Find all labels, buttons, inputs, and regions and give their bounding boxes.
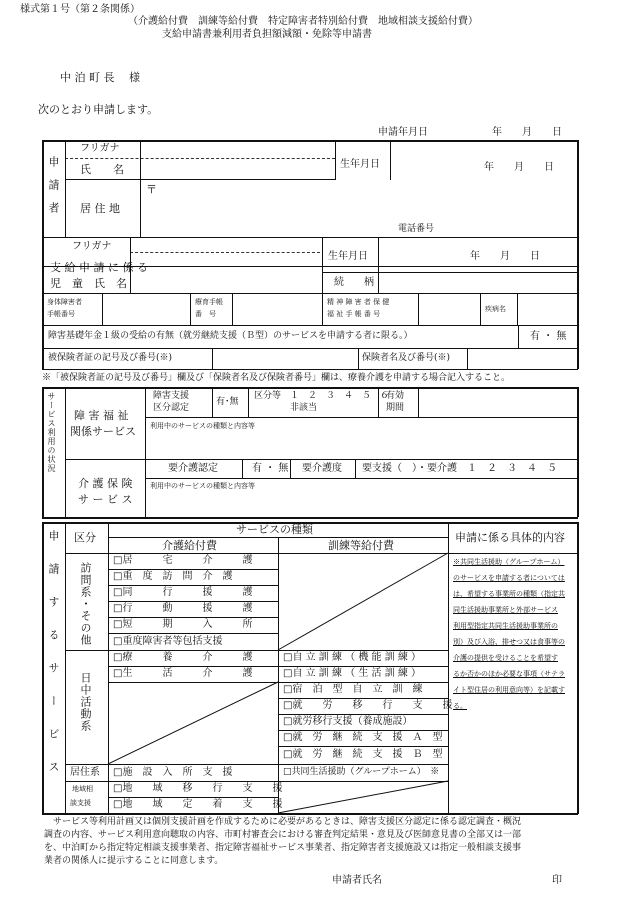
postal-mark: 〒 — [146, 183, 157, 196]
apply-date-ymd[interactable]: 年 月 日 — [492, 127, 562, 138]
mental-handbook-label-1: 精 神 障 害 者 保 健 — [327, 298, 390, 306]
form-number: 様式第１号（第２条関係） — [20, 4, 140, 15]
care-label-2: サ ー ビ ス — [78, 493, 133, 506]
usage-section-label: サービス利用の状況 — [47, 392, 56, 473]
support-grade[interactable]: 区分等 １ ２ ３ ４ ５ ６ — [254, 391, 390, 401]
live-group-label: 居住系 — [70, 767, 100, 778]
consent-line: 業者の関係人に提示することに同意します。 — [44, 856, 224, 866]
pension-value[interactable]: 有 ・ 無 — [530, 331, 567, 342]
child-birth-label: 生年月日 — [328, 251, 368, 262]
services-section-label: 申請するサービス — [47, 530, 60, 794]
physical-handbook-label-2: 手帳番号 — [47, 310, 75, 318]
applicant-birth-ymd[interactable]: 年 月 日 — [484, 162, 554, 173]
strike-local-kunren — [278, 781, 448, 813]
service-item[interactable]: □就 労 継 続 支 援 Ｂ 型 — [283, 749, 443, 760]
insurance-card-label: 被保険者証の記号及び番号(※) — [48, 353, 173, 363]
applicant-name-label: 氏 名 — [80, 163, 124, 176]
visit-group-label: 訪問系・その他 — [79, 562, 92, 646]
service-item[interactable]: □宿 泊 型 自 立 訓 練 — [283, 684, 423, 695]
disease-label: 疾病名 — [485, 305, 506, 313]
service-item[interactable]: □重度障害者等包括支援 — [113, 636, 223, 647]
addressee: 中 泊 町 長 様 — [60, 71, 140, 84]
service-item[interactable]: □同 行 援 護 — [113, 587, 253, 598]
detail-note-line: は、希望する事業所の種類（指定共 — [453, 590, 565, 598]
child-label-1: 支 給 申 請 に 係 る — [50, 261, 148, 274]
detail-header: 申請に係る具体的内容 — [455, 531, 565, 544]
child-furigana-label: フリガナ — [72, 241, 112, 252]
welfare-using-label: 利用中のサービスの種類と内容等 — [150, 422, 255, 430]
phone-label: 電話番号 — [398, 224, 435, 234]
child-label-2: 児 童 氏 名 — [50, 277, 127, 290]
service-item[interactable]: □居 宅 介 護 — [113, 555, 253, 566]
rehab-handbook-label-1: 療育手帳 — [195, 298, 223, 306]
detail-note-line: るか否かのほか必要な事項（サテラ — [453, 670, 565, 678]
applicant-furigana-label: フリガナ — [80, 143, 120, 154]
child-birth-ymd[interactable]: 年 月 日 — [470, 251, 540, 262]
local-group-label-2: 談支援 — [70, 799, 91, 807]
service-item[interactable]: □自 立 訓 練 （ 機 能 訓 練 ） — [283, 652, 422, 663]
consent-line: サービス等利用計画又は個別支援計画を作成するために必要があるときは、障害支援区分認定に係る認定調査・概況 — [44, 817, 522, 827]
kaigo-header: 介護給付費 — [162, 539, 217, 552]
service-kinds-header: サービスの種類 — [236, 523, 313, 536]
form-title-line2: 支給申請書兼利用者負担額減額・免除等申請書 — [162, 29, 372, 40]
detail-note-line: 利用型指定共同生活援助事業所の — [453, 622, 558, 630]
detail-note-line: ※共同生活援助（グループホーム） — [453, 558, 565, 566]
welfare-label-2: 関係サービス — [70, 425, 136, 438]
rehab-handbook-label-2: 番 号 — [195, 310, 216, 318]
service-item[interactable]: □就 労 継 続 支 援 Ａ 型 — [283, 732, 443, 743]
service-item[interactable]: □共同生活援助（グループホーム） ※ — [283, 767, 440, 777]
support-grade-none[interactable]: 非該当 — [290, 403, 318, 413]
consent-line: 調査の内容、サービス利用意向聴取の内容、市町村審査会における審査判定結果・意見及び医師意見書の全部又は一部 — [44, 830, 522, 840]
pension-text: 障害基礎年金１級の受給の有無（就労継続支援（Ｂ型）のサービスを申請する者に限る。） — [48, 331, 413, 341]
care-label-1: 介 護 保 険 — [78, 477, 133, 490]
service-item[interactable]: □就労移行支援（養成施設） — [283, 716, 413, 727]
service-item[interactable]: □療 養 介 護 — [113, 652, 253, 663]
detail-note-line: イト型住居の利用意向等）を記載す — [453, 686, 565, 694]
valid-label-1: 有効 — [386, 391, 405, 401]
care-levels[interactable]: 要支援（ ）・要介護 １ ２ ３ ４ ５ — [362, 463, 557, 474]
insurer-label: 保険者名及び番号(※) — [362, 353, 451, 363]
intro-text: 次のとおり申請します。 — [38, 103, 159, 116]
service-item[interactable]: □重 度 訪 問 介 護 — [113, 571, 233, 582]
kubun-header: 区分 — [74, 531, 96, 544]
service-item[interactable]: □短 期 入 所 — [113, 619, 253, 630]
service-item[interactable]: □行 動 援 護 — [113, 603, 253, 614]
care-cert-value[interactable]: 有 ・ 無 — [252, 463, 289, 474]
signer-label: 申請者氏名 — [332, 875, 382, 886]
kunren-header: 訓練等給付費 — [328, 539, 394, 552]
service-item[interactable]: □就 労 移 行 支 援 — [283, 700, 453, 711]
consent-line: を、中泊町から指定特定相談支援事業者、指定障害福祉サービス事業者、指定障害者支援施設又は指定一般相談支援事 — [44, 843, 522, 853]
valid-label-2: 期間 — [386, 403, 405, 413]
care-using-label: 利用中のサービスの種類と内容等 — [150, 482, 255, 490]
local-group-label-1: 地域相 — [72, 785, 93, 793]
support-cert-label-2: 区分認定 — [153, 403, 190, 413]
care-level-label: 要介護度 — [302, 463, 342, 474]
apply-date-label: 申請年月日 — [378, 127, 428, 138]
day-group-label: 日中活動系 — [79, 672, 92, 732]
physical-handbook-label-1: 身体障害者 — [47, 298, 82, 306]
service-item[interactable]: □施 設 入 所 支 援 — [113, 767, 233, 778]
care-cert-label: 要介護認定 — [168, 463, 218, 474]
detail-note-line: る。 — [453, 702, 467, 710]
service-item[interactable]: □自 立 訓 練 （ 生 活 訓 練 ） — [283, 668, 422, 679]
detail-note-line: 介護の提供を受けることを希望す — [453, 654, 558, 662]
service-item[interactable]: □地 域 移 行 支 援 — [113, 783, 283, 794]
mental-handbook-label-2: 福 祉 手 帳 番 号 — [327, 310, 381, 318]
detail-note-line: のサービスを申請する者については — [453, 574, 565, 582]
support-cert-value[interactable]: 有･無 — [216, 397, 239, 407]
service-item[interactable]: □生 活 介 護 — [113, 668, 253, 679]
insurance-note: ※「被保険者証の記号及び番号」欄及び「保険者名及び保険者番号」欄は、療養介護を申請する場合記入すること。 — [42, 373, 511, 383]
child-relation-label: 続 柄 — [334, 277, 374, 288]
support-cert-label-1: 障害支援 — [153, 391, 190, 401]
detail-note-line: 別）及び入浴、排せつ又は食事等の — [453, 638, 565, 646]
applicant-birth-label: 生年月日 — [340, 159, 380, 170]
welfare-label-1: 障 害 福 祉 — [74, 409, 129, 422]
strike-visit-kunren — [278, 553, 448, 650]
applicant-address-label: 居 住 地 — [80, 202, 120, 215]
seal-mark: 印 — [552, 875, 562, 886]
applicant-section-label: 申請者 — [47, 156, 60, 225]
service-item[interactable]: □地 域 定 着 支 援 — [113, 799, 283, 810]
form-title-line1: （介護給付費 訓練等給付費 特定障害者特別給付費 地域相談支援給付費） — [128, 16, 478, 27]
strike-day-kaigo — [108, 682, 278, 764]
detail-note-line: 同生活援助事業所と外部サービス — [453, 606, 558, 614]
